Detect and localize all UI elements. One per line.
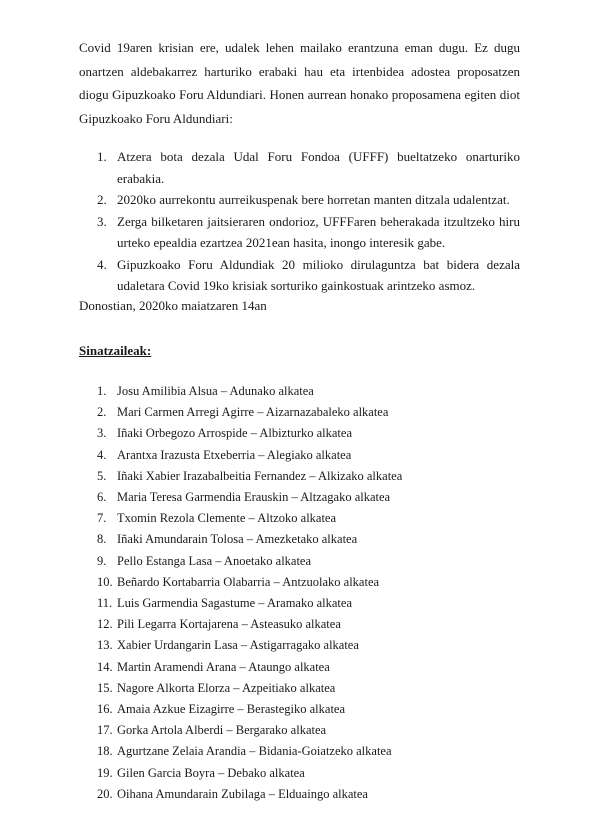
signer-list <box>79 381 520 805</box>
proposal-item <box>79 254 520 297</box>
signer-number: 10. <box>97 574 113 589</box>
signer-text: Nagore Alkorta Elorza – Azpeitiako alkatea <box>117 680 336 695</box>
signer-item <box>79 381 520 402</box>
signer-number: 18. <box>97 744 113 759</box>
signer-item <box>79 466 520 487</box>
proposal-text: 2020ko aurrekontu aurreikuspenak bere horretan manten ditzala udalentzat. <box>117 192 510 207</box>
proposal-number: 4. <box>97 256 107 272</box>
signer-text: Martin Aramendi Arana – Ataungo alkatea <box>117 659 330 674</box>
signer-number: 4. <box>97 447 107 462</box>
signer-number: 16. <box>97 702 113 717</box>
signer-number: 13. <box>97 638 113 653</box>
signer-item <box>79 657 520 678</box>
signer-text: Josu Amilibia Alsua – Adunako alkatea <box>117 384 314 398</box>
signer-item <box>79 402 520 423</box>
signer-number: 6. <box>97 490 107 505</box>
signer-item <box>79 635 520 656</box>
signer-number: 3. <box>97 426 107 441</box>
signer-text: Gorka Artola Alberdi – Bergarako alkatea <box>117 723 327 738</box>
signer-item <box>79 551 520 572</box>
signer-text: Iñaki Xabier Irazabalbeitia Fernandez – Alkizako alkatea <box>117 468 403 483</box>
signer-item <box>79 614 520 635</box>
signer-number: 5. <box>97 468 107 483</box>
signer-item <box>79 720 520 741</box>
signer-text: Xabier Urdangarin Lasa – Astigarragako alkatea <box>117 638 359 653</box>
signer-number: 9. <box>97 553 107 568</box>
proposal-item <box>79 146 520 189</box>
signer-item <box>79 572 520 593</box>
signer-item <box>79 445 520 466</box>
signer-number: 19. <box>97 765 113 780</box>
signer-text: Gilen Garcia Boyra – Debako alkatea <box>117 765 305 780</box>
signer-item <box>79 784 520 805</box>
signer-item <box>79 763 520 784</box>
signer-text: Pello Estanga Lasa – Anoetako alkatea <box>117 553 312 568</box>
date-line: Donostian, 2020ko maiatzaren 14an <box>79 298 267 313</box>
signer-item <box>79 699 520 720</box>
signer-text: Mari Carmen Arregi Agirre – Aizarnazabaleko alkatea <box>117 405 389 420</box>
signer-item <box>79 593 520 614</box>
signer-item <box>79 487 520 508</box>
proposal-number: 2. <box>97 192 107 207</box>
signer-text: Agurtzane Zelaia Arandia – Bidania-Goiatzeko alkatea <box>117 744 392 759</box>
signer-item <box>79 508 520 529</box>
signer-number: 1. <box>97 384 107 398</box>
proposal-item <box>79 211 520 254</box>
intro-paragraph: Covid 19aren krisian ere, udalek lehen mailako erantzuna eman dugu. Ez dugu onartzen aldebakarrez harturiko erabaki hau eta irtenbidea adostea proposatzen diogu Gipuzkoako Foru Aldundiari. Honen aurrean honako proposamena egiten diot Gipuzkoako Foru Aldundiari: <box>79 40 520 126</box>
proposal-item <box>79 189 520 211</box>
signer-text: Iñaki Orbegozo Arrospide – Albizturko alkatea <box>117 426 352 441</box>
proposal-number: 1. <box>97 149 107 164</box>
proposal-number: 3. <box>97 213 107 229</box>
proposal-text: Zerga bilketaren jaitsieraren ondorioz, UFFFaren beherakada itzultzeko hiru urteko epealdia ezartzea 2021ean hasita, inongo interesik gabe. <box>117 213 520 250</box>
signer-item <box>79 678 520 699</box>
proposal-text: Gipuzkoako Foru Aldundiak 20 milioko dirulaguntza bat bidera dezala udaletara Covid 19ko krisiak sorturiko gainkostuak arintzeko asmoz. <box>117 256 520 293</box>
signer-item <box>79 529 520 550</box>
signer-number: 8. <box>97 532 107 547</box>
signer-text: Iñaki Amundarain Tolosa – Amezketako alkatea <box>117 532 358 547</box>
signer-text: Txomin Rezola Clemente – Altzoko alkatea <box>117 511 337 526</box>
signer-text: Beñardo Kortabarria Olabarria – Antzuolako alkatea <box>117 574 380 589</box>
signer-number: 7. <box>97 511 107 526</box>
proposal-list <box>79 146 520 297</box>
signer-number: 20. <box>97 786 113 801</box>
signer-number: 17. <box>97 723 113 738</box>
signer-number: 15. <box>97 680 113 695</box>
signer-text: Maria Teresa Garmendia Erauskin – Altzagako alkatea <box>117 490 391 505</box>
signers-heading: Sinatzaileak: <box>79 343 152 358</box>
signer-text: Pili Legarra Kortajarena – Asteasuko alkatea <box>117 617 341 632</box>
signer-number: 12. <box>97 617 113 632</box>
signer-number: 2. <box>97 405 107 420</box>
signer-text: Oihana Amundarain Zubilaga – Elduaingo alkatea <box>117 786 368 801</box>
proposal-text: Atzera bota dezala Udal Foru Fondoa (UFFF) bueltatzeko onarturiko erabakia. <box>117 149 520 186</box>
signer-text: Amaia Azkue Eizagirre – Berastegiko alkatea <box>117 702 346 717</box>
signer-number: 14. <box>97 659 113 674</box>
signer-text: Arantxa Irazusta Etxeberria – Alegiako alkatea <box>117 447 352 462</box>
signer-item <box>79 741 520 762</box>
signer-item <box>79 423 520 444</box>
signer-number: 11. <box>97 596 113 611</box>
signer-text: Luis Garmendia Sagastume – Aramako alkatea <box>117 596 352 611</box>
